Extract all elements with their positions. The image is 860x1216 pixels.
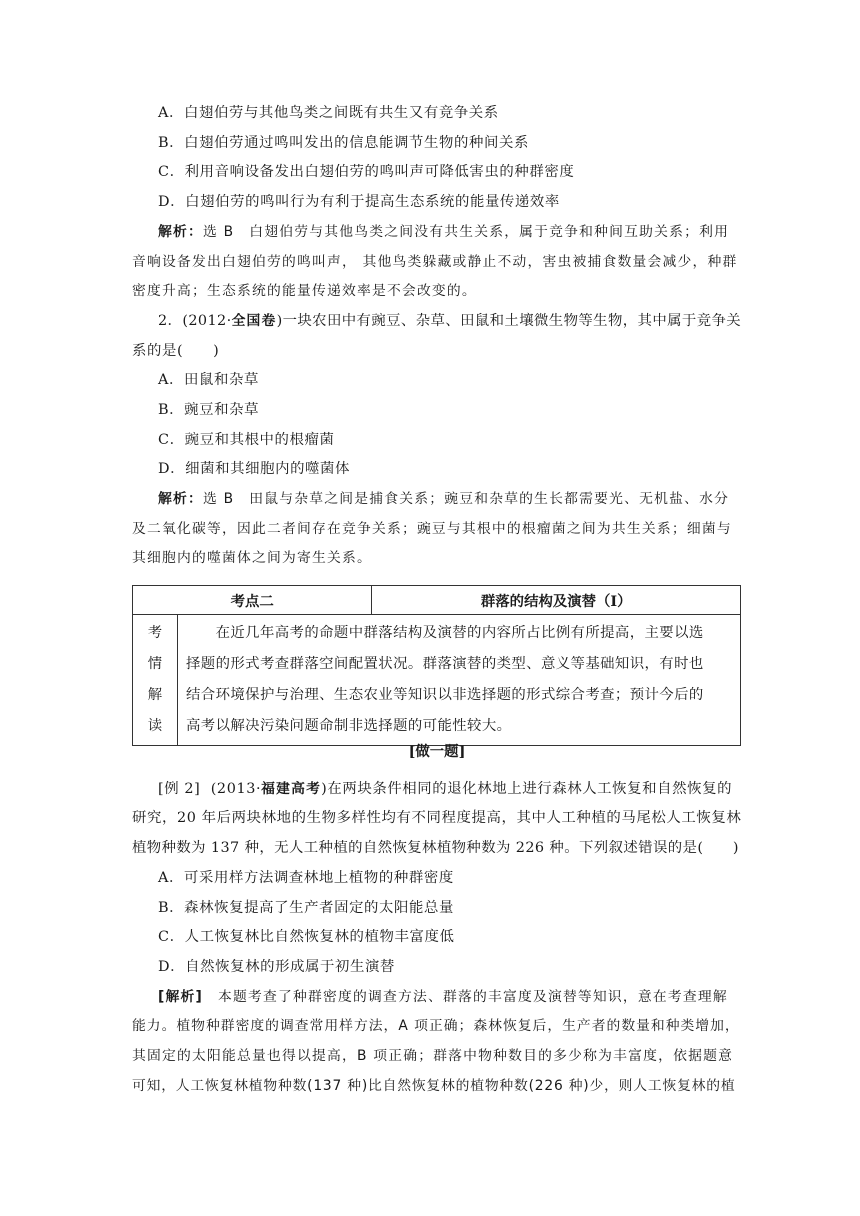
kaodian-body: 在近几年高考的命题中群落结构及演替的内容所占比例有所提高，主要以选 择题的形式考查群落空间配置状况。群落演替的类型、意义等基础知识，有时也 结合环境保护与治理、生态农业等知识以非选择题的形式综合考查；预计今后的 高考以解决污染问题命制非选择题的可能性较大。 [178,615,741,746]
q1-option-a: A．白翅伯劳与其他鸟类之间既有共生又有竞争关系 [158,105,499,121]
example2-analysis-label: [解析] [158,989,204,1005]
q2-stem-line-1: 2．(2012·全国卷)一块农田中有豌豆、杂草、田鼠和土壤微生物等生物，其中属于竞争关 [158,313,742,329]
example2-stem-line-3: 植物种数为 137 种，无人工种植的自然恢复林植物种数为 226 种。下列叙述错误的是( ) [132,840,739,856]
example2-option-c: C．人工恢复林比自然恢复林的植物丰富度低 [158,929,455,945]
example2-stem-line-2: 研究，20 年后两块林地的生物多样性均有不同程度提高，其中人工种植的马尾松人工恢复林 [132,810,742,826]
example2-option-d: D．自然恢复林的形成属于初生演替 [158,959,395,975]
q2-option-c: C．豌豆和其根中的根瘤菌 [158,432,335,448]
example2-analysis-line-4: 可知，人工恢复林植物种数(137 种)比自然恢复林的植物种数(226 种)少，则人工恢复林的植 [132,1078,736,1094]
q1-analysis-line-2: 音响设备发出白翅伯劳的鸣叫声， 其他鸟类躲藏或静止不动，害虫被捕食数量会减少，种群 [132,254,738,270]
example2-source: 福建高考 [261,781,322,797]
section-title: [做一题] [408,743,466,760]
q1-option-c: C．利用音响设备发出白翅伯劳的鸣叫声可降低害虫的种群密度 [158,164,575,180]
q2-analysis-line-2: 及二氧化碳等，因此二者间存在竞争关系；豌豆与其根中的根瘤菌之间为共生关系；细菌与 [132,521,732,537]
q2-analysis-line-1: 解析：选 B 田鼠与杂草之间是捕食关系；豌豆和杂草的生长都需要光、无机盐、水分 [158,491,730,507]
q2-option-a: A．田鼠和杂草 [158,372,259,388]
q2-option-d: D．细菌和其细胞内的噬菌体 [158,461,351,477]
q2-analysis-label: 解析： [158,491,203,507]
example2-option-a: A．可采用样方法调查林地上植物的种群密度 [158,870,454,886]
kaodian-side-label: 考 情 解 读 [133,615,178,746]
example2-analysis-line-1: [解析] 本题考查了种群密度的调查方法、群落的丰富度及演替等知识，意在考查理解 [158,989,728,1005]
q2-option-b: B．豌豆和杂草 [158,402,260,418]
example2-analysis-line-3: 其固定的太阳能总量也得以提高，B 项正确；群落中物种数目的多少称为丰富度，依据题意 [132,1048,734,1064]
q1-analysis-line-1: 解析：选 B 白翅伯劳与其他鸟类之间没有共生关系，属于竞争和种间互助关系；利用 [158,224,730,240]
example2-option-b: B．森林恢复提高了生产者固定的太阳能总量 [158,900,454,916]
q2-stem-line-2: 系的是( ) [132,343,220,359]
kaodian-title: 群落的结构及演替（Ⅰ） [372,586,741,615]
q2-source: 全国卷 [231,313,277,329]
q2-analysis-line-3: 其细胞内的噬菌体之间为寄生关系。 [132,550,372,566]
example2-analysis-line-2: 能力。植物种群密度的调查常用样方法，A 项正确；森林恢复后，生产者的数量和种类增加， [132,1018,740,1034]
kaodian-label: 考点二 [133,586,372,615]
q1-option-d: D．白翅伯劳的鸣叫行为有利于提高生态系统的能量传递效率 [158,194,560,210]
q1-option-b: B．白翅伯劳通过鸣叫发出的信息能调节生物的种间关系 [158,135,529,151]
kaodian-table [132,585,741,746]
q1-analysis-label: 解析： [158,224,203,240]
example2-label: [例 2] [158,781,201,797]
q1-analysis-line-3: 密度升高；生态系统的能量传递效率是不会改变的。 [132,283,477,299]
example2-stem-line-1: [例 2] (2013·福建高考)在两块条件相同的退化林地上进行森林人工恢复和自然恢复的 [158,781,733,797]
